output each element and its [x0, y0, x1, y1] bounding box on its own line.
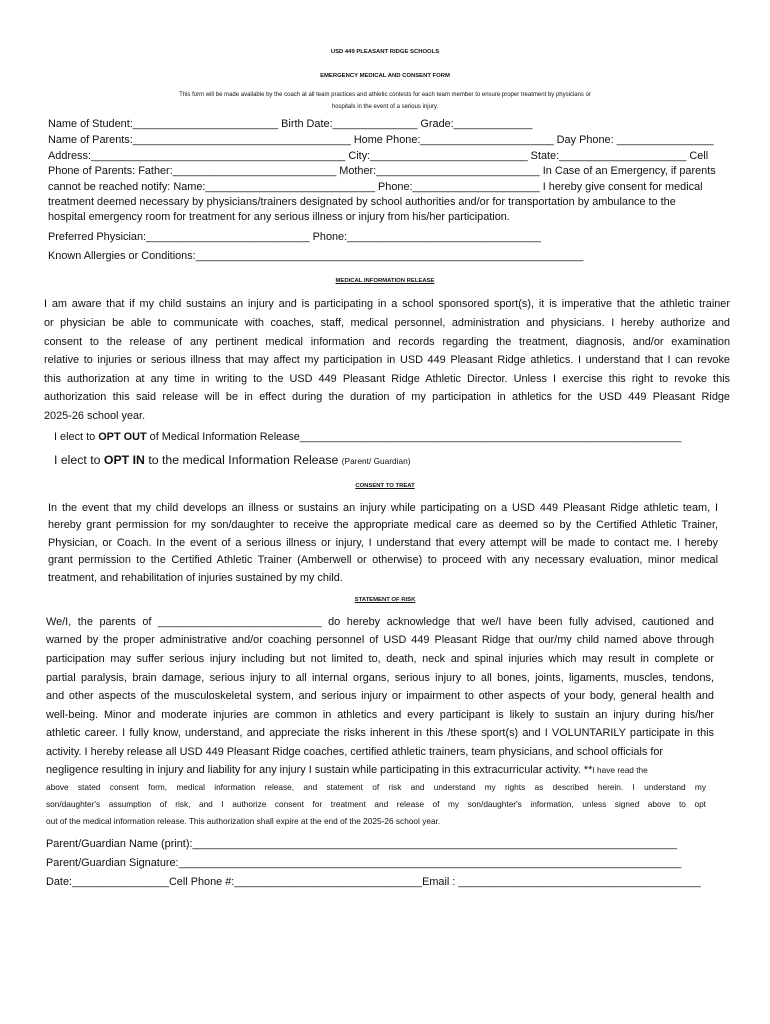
student-info-line-2[interactable]: Name of Parents:____________________________________ Home Phone:______________________ Day Phone: ________________ — [48, 134, 714, 146]
form-note-line-1: This form will be made available by the coach at all team practices and athletic contests for each team member to ensure proper treatment by physicians or — [179, 92, 591, 98]
opt-in-field[interactable] — [54, 453, 410, 469]
risk-line-last-small: I have read the — [592, 765, 648, 775]
known-allergies-field[interactable]: Known Allergies or Conditions:________________________________________________________________ — [48, 250, 584, 262]
risk-line-last-main: negligence resulting in injury and liability for any injury I sustain while participating in this extracurricular activity. ** — [46, 764, 593, 776]
guardian-signature-field[interactable]: Parent/Guardian Signature:___________________________________________________________________________________ — [46, 857, 682, 869]
risk-line: activity. I hereby release all USD 449 Pleasant Ridge coaches, certified athletic trainers, team physicians, and school officials for — [46, 746, 664, 758]
consent-line: Physician, or Coach. In the event of a serious illness or injury, I understand that every attempt will be made to contact me. I hereby — [48, 537, 718, 549]
medical-release-line: relative to injuries or serious illness that may affect my participation in USD 449 Pleasant Ridge athletics. I understand that I can revoke — [44, 354, 730, 366]
risk-line: warned by the proper administrative and/or coaching personnel of USD 449 Pleasant Ridge that our/my child named above through — [46, 634, 714, 646]
student-info-line-1[interactable]: Name of Student:________________________ Birth Date:______________ Grade:_____________ — [48, 118, 533, 130]
opt-out-suffix: of Medical Information Release_______________________________________________________________ — [146, 431, 682, 443]
opt-in-note: (Parent/ Guardian) — [341, 456, 411, 466]
student-info-line-3[interactable]: Address:__________________________________________ City:__________________________ State:_____________________ Cell — [48, 150, 709, 162]
risk-line-child-name-field[interactable]: We/I, the parents of ___________________________ do hereby acknowledge that we/I have been fully advised, cautioned and — [46, 616, 714, 628]
student-info-line-4[interactable]: Phone of Parents: Father:___________________________ Mother:___________________________ In Case of an Emergency, if parents — [48, 165, 716, 177]
risk-line: well-being. Minor and moderate injuries are common in athletics and every participant is likely to sustain an injury during his/her — [46, 709, 714, 721]
risk-line: partial paralysis, brain damage, serious injury to all internal organs, serious injury to all bones, joints, ligaments, muscles, tendons, — [46, 672, 714, 684]
school-title: USD 449 PLEASANT RIDGE SCHOOLS — [330, 49, 440, 55]
acknowledgement-line: above stated consent form, medical information release, and statement of risk and understand my rights as described herein. I understand my — [46, 782, 706, 792]
opt-in-prefix: I elect to — [54, 453, 104, 467]
guardian-name-field[interactable]: Parent/Guardian Name (print):________________________________________________________________________________ — [46, 838, 678, 850]
preferred-physician-field[interactable]: Preferred Physician:___________________________ Phone:________________________________ — [48, 231, 541, 243]
medical-release-line: this authorization at any time in writing to the USD 449 Pleasant Ridge Athletic Director. Unless I exercise this right to revoke this — [44, 373, 730, 385]
medical-release-line: or physician be able to communicate with coaches, staff, medical personnel, administration and physicians. I hereby authorize and — [44, 317, 730, 329]
consent-line: grant permission to the Certified Athletic Trainer (Amberwell or otherwise) to proceed with any necessary evaluation, minor medical — [48, 554, 718, 566]
medical-release-line: 2025-26 school year. — [44, 410, 146, 422]
date-phone-email-field[interactable]: Date:________________Cell Phone #:_______________________________Email : ________________________________________ — [46, 876, 701, 888]
consent-line: hereby grant permission for my son/daughter to receive the appropriate medical care as deemed so by the Certified Athletic Trainer, — [48, 519, 718, 531]
student-info-line-6: treatment deemed necessary by physicians/trainers designated by school authorities and/or for transportation by ambulance to the — [48, 196, 676, 208]
acknowledgement-line: out of the medical information release. This authorization shall expire at the end of the 2025-26 school year. — [46, 816, 441, 826]
medical-release-line: I am aware that if my child sustains an injury and is participating in a school sponsored sport(s), it is imperative that the athletic trainer — [44, 298, 730, 310]
risk-line: athletic career. I fully know, understand, and appreciate the risks inherent in this /these sport(s) and I VOLUNTARILY participate in this — [46, 727, 714, 739]
acknowledgement-line: son/daughter's assumption of risk, and I authorize consent for treatment and release of my son/daughter's information, unless signed above to opt — [46, 799, 706, 809]
risk-line-last — [46, 764, 648, 777]
consent-line: In the event that my child develops an illness or sustains an injury while participating on a USD 449 Pleasant Ridge athletic team, I — [48, 502, 718, 514]
risk-line: and other aspects of the musculoskeletal system, and serious injury or impairment to other aspects of your body, general health and — [46, 690, 714, 702]
risk-line: participation may suffer serious injury including but not limited to, death, neck and spinal injuries which may result in complete or — [46, 653, 714, 665]
medical-release-heading: MEDICAL INFORMATION RELEASE — [335, 278, 435, 284]
student-info-line-7: hospital emergency room for treatment for any serious illness or injury from his/her participation. — [48, 211, 510, 223]
form-title: EMERGENCY MEDICAL AND CONSENT FORM — [320, 73, 450, 79]
medical-release-line: consent to the release of any pertinent medical information and records regarding the treatment, diagnosis, and/or examination — [44, 336, 730, 348]
student-info-line-5[interactable]: cannot be reached notify: Name:____________________________ Phone:_____________________ I hereby give consent for medical — [48, 181, 703, 193]
form-note-line-2: hospitals in the event of a serious injury. — [331, 104, 439, 110]
opt-out-field[interactable] — [54, 431, 681, 444]
opt-out-label: OPT OUT — [98, 431, 147, 443]
consent-to-treat-heading: CONSENT TO TREAT — [355, 483, 415, 489]
consent-line: treatment, and rehabilitation of injuries sustained by my child. — [48, 572, 343, 584]
medical-release-line: authorization this said release will be in effect during the duration of my participation in athletics for the USD 449 Pleasant Ridge — [44, 391, 730, 403]
opt-in-suffix: to the medical Information Release — [144, 453, 342, 467]
opt-out-prefix: I elect to — [54, 431, 99, 443]
statement-of-risk-heading: STATEMENT OF RISK — [354, 597, 416, 603]
opt-in-label: OPT IN — [103, 453, 145, 467]
